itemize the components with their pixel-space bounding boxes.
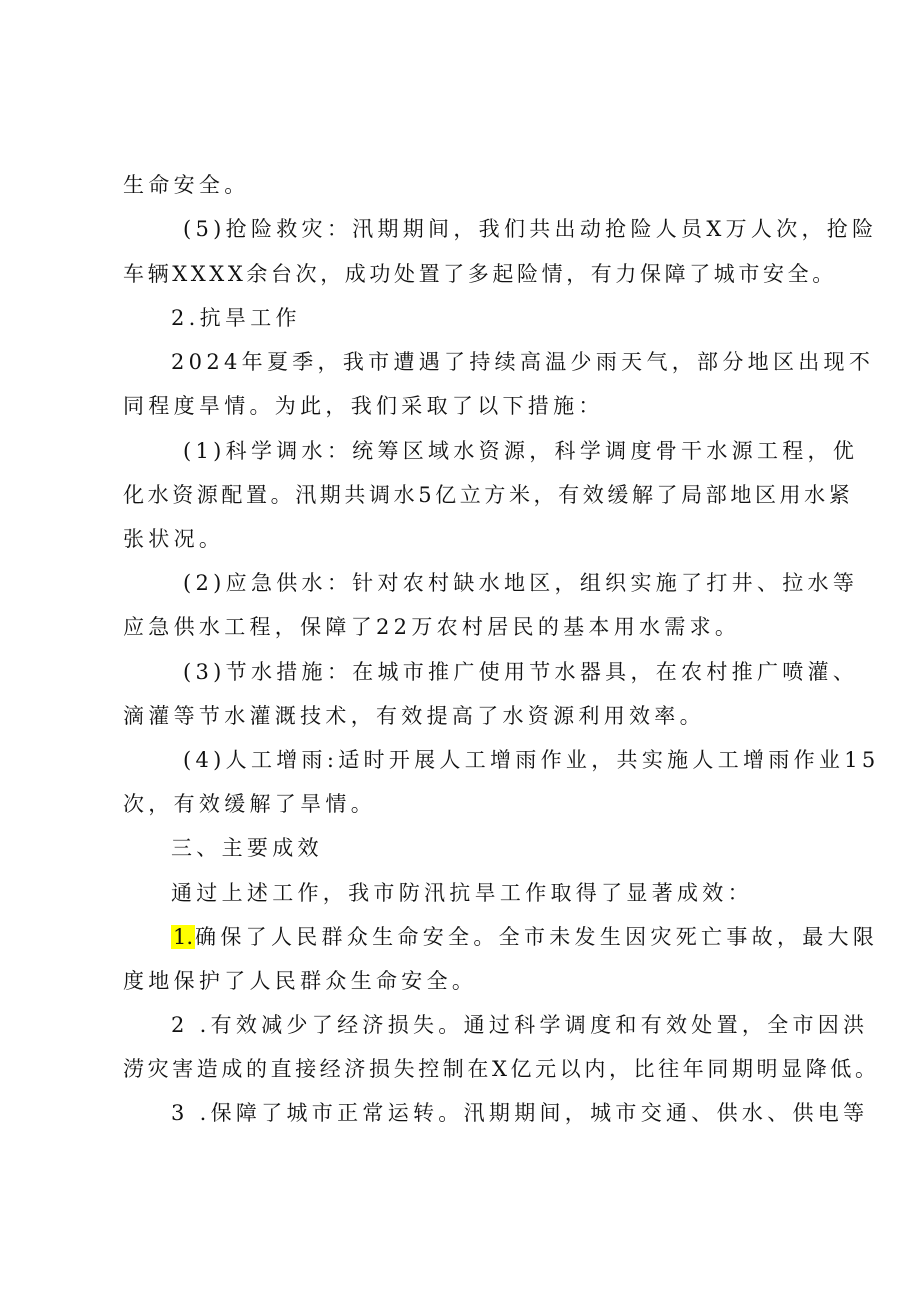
- text-line: (2)应急供水：针对农村缺水地区，组织实施了打井、拉水等: [183, 571, 859, 595]
- text-line: 度地保护了人民群众生命安全。: [123, 969, 478, 993]
- section-heading: 2.抗旱工作: [171, 306, 301, 330]
- text-line: 次，有效缓解了旱情。: [123, 792, 376, 816]
- text-line: 滴灌等节水灌溉技术，有效提高了水资源利用效率。: [123, 704, 705, 728]
- text-line: 应急供水工程，保障了22万农村居民的基本用水需求。: [123, 615, 741, 639]
- text-line-content: 确保了人民群众生命安全。全市未发生因灾死亡事故，最大限: [195, 925, 879, 949]
- text-line: (5)抢险救灾：汛期期间，我们共出动抢险人员X万人次，抢险: [183, 217, 878, 241]
- text-line: 3 .保障了城市正常运转。汛期期间，城市交通、供水、供电等: [171, 1101, 869, 1125]
- text-line: (4)人工增雨:适时开展人工增雨作业，共实施人工增雨作业15: [183, 748, 880, 772]
- text-line: (1)科学调水：统筹区域水资源，科学调度骨干水源工程，优: [183, 439, 859, 463]
- text-line: 2024年夏季，我市遭遇了持续高温少雨天气，部分地区出现不: [171, 350, 875, 374]
- text-line: [171, 922, 920, 952]
- highlighted-number: 1.: [173, 925, 194, 949]
- text-line: 化水资源配置。汛期共调水5亿立方米，有效缓解了局部地区用水紧: [123, 483, 854, 507]
- text-line: 2 .有效减少了经济损失。通过科学调度和有效处置，全市因洪: [171, 1013, 869, 1037]
- text-line: 同程度旱情。为此，我们采取了以下措施：: [123, 394, 604, 418]
- text-line: (3)节水措施：在城市推广使用节水器具，在农村推广喷灌、: [183, 660, 859, 684]
- text-line: 涝灾害造成的直接经济损失控制在X亿元以内，比往年同期明显降低。: [123, 1057, 880, 1081]
- text-line: 车辆XXXX余台次，成功处置了多起险情，有力保障了城市安全。: [123, 262, 837, 286]
- section-heading: 三、主要成效: [171, 836, 323, 860]
- text-line: 张状况。: [123, 527, 225, 551]
- text-line: 通过上述工作，我市防汛抗旱工作取得了显著成效：: [171, 881, 753, 905]
- text-line: 生命安全。: [123, 173, 250, 197]
